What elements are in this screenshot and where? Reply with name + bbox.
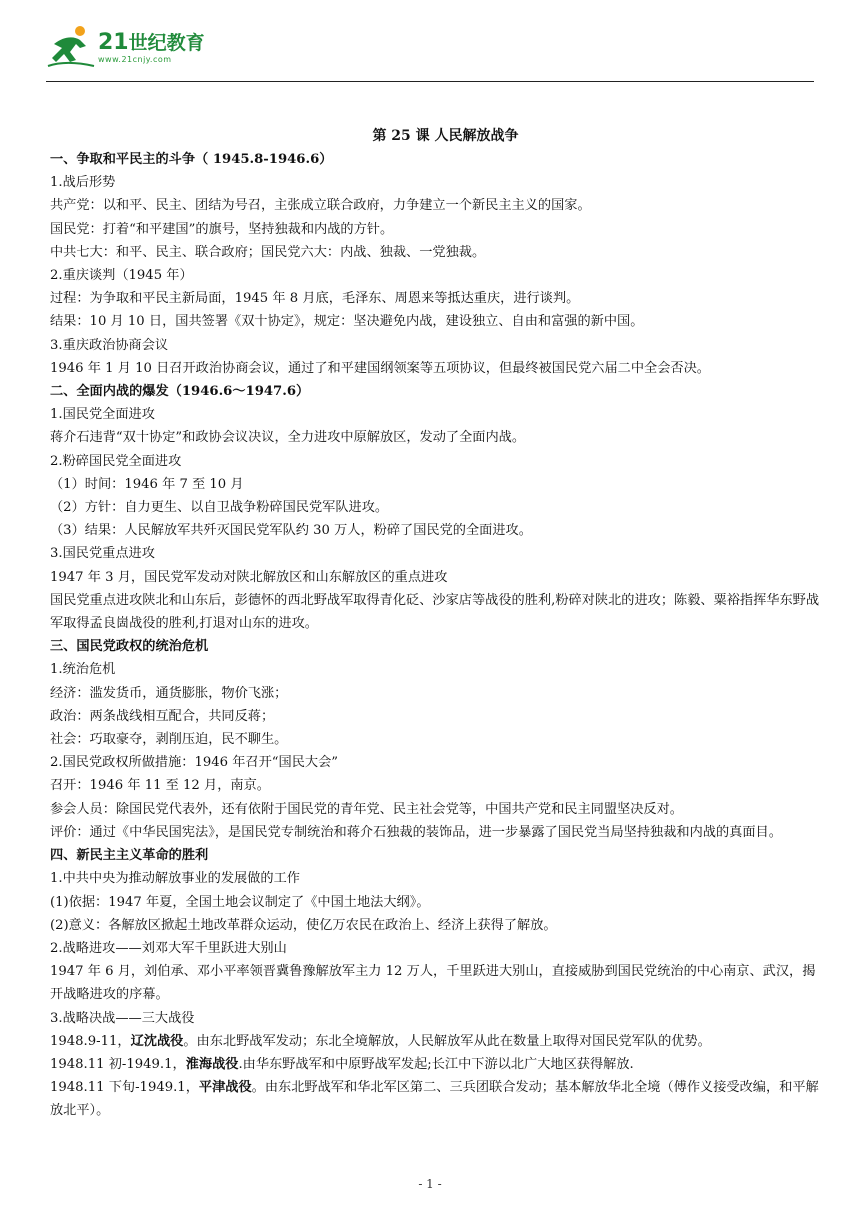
section-heading: 三、国民党政权的统治危机: [50, 639, 209, 655]
text-line: 社会：巧取豪夺，剥削压迫，民不聊生。: [50, 732, 288, 748]
text-line: 中共七大：和平、民主、联合政府；国民党六大：内战、独裁、一党独裁。: [50, 244, 486, 260]
text-line: 2.战略进攻——刘邓大军千里跃进大别山: [50, 940, 287, 956]
text-line: 1.战后形势: [50, 175, 116, 191]
document-body: [50, 125, 825, 1123]
text-line: 2.粉碎国民党全面进攻: [50, 453, 182, 469]
battle-text: 1948.9-11，: [50, 1033, 131, 1049]
text-line: 共产党：以和平、民主、团结为号召，主张成立联合政府，力争建立一个新民主主义的国家。: [50, 198, 591, 214]
battle-name: 平津战役: [198, 1080, 252, 1096]
text-line: 3.国民党重点进攻: [50, 546, 155, 562]
text-line: 经济：滥发货币，通货膨胀，物价飞涨；: [50, 685, 288, 701]
section-heading: 二、全面内战的爆发（1946.6～1947.6）: [50, 384, 310, 400]
logo: [46, 22, 246, 70]
battle-line: [50, 1076, 825, 1122]
logo-text: 21世纪教育: [98, 30, 205, 55]
battle-line: [50, 1030, 825, 1053]
battle-line: [50, 1053, 825, 1076]
battle-name: 淮海战役: [185, 1056, 239, 1072]
text-line: 1946 年 1 月 10 日召开政治协商会议，通过了和平建国纲领案等五项协议，但最终被国民党六届二中全会否决。: [50, 360, 710, 376]
text-line: （3）结果：人民解放军共歼灭国民党军队约 30 万人，粉碎了国民党的全面进攻。: [50, 523, 532, 539]
text-line: 参会人员：除国民党代表外，还有依附于国民党的青年党、民主社会党等，中国共产党和民主同盟坚决反对。: [50, 801, 683, 817]
battle-name: 辽沈战役: [130, 1033, 184, 1049]
page-number: - 1 -: [418, 1177, 442, 1191]
text-line: 1.国民党全面进攻: [50, 407, 155, 423]
text-line: 政治：两条战线相互配合，共同反蒋；: [50, 708, 275, 724]
text-line: 1.中共中央为推动解放事业的发展做的工作: [50, 871, 300, 887]
text-line: 国民党重点进攻陕北和山东后，彭德怀的西北野战军取得青化砭、沙家店等战役的胜利,粉碎对陕北的进攻；陈毅、粟裕指挥华东野战军取得孟良崮战役的胜利,打退对山东的进攻。: [50, 592, 820, 632]
text-line: 1947 年 6 月，刘伯承、邓小平率领晋冀鲁豫解放军主力 12 万人，千里跃进大别山，直接威胁到国民党统治的中心南京、武汉，揭开战略进攻的序幕。: [50, 964, 816, 1003]
text-line: 评价：通过《中华民国宪法》，是国民党专制统治和蒋介石独裁的装饰品，进一步暴露了国民党当局坚持独裁和内战的真面目。: [50, 824, 782, 840]
text-line: 2.重庆谈判（1945 年）: [50, 268, 193, 284]
battle-list: [50, 1030, 825, 1123]
battle-text: .由华东野战军和中原野战军发起;长江中下游以北广大地区获得解放.: [238, 1056, 634, 1072]
text-line: 过程：为争取和平民主新局面，1945 年 8 月底，毛泽东、周恩来等抵达重庆，进行谈判。: [50, 291, 580, 307]
text-line: (1)依据：1947 年夏，全国土地会议制定了《中国土地法大纲》。: [50, 894, 430, 910]
text-line: 蒋介石违背“双十协定”和政协会议决议，全力进攻中原解放区，发动了全面内战。: [50, 430, 526, 446]
text-line: 3.战略决战——三大战役: [50, 1010, 195, 1026]
battle-text: 。由东北野战军和华北军区第二、三兵团联合发动；基本解放华北全境（傅作义接受改编，和平解放北平）。: [50, 1080, 819, 1119]
runner-logo-icon: [46, 22, 98, 70]
text-line: (2)意义：各解放区掀起土地改革群众运动，使亿万农民在政治上、经济上获得了解放。: [50, 917, 557, 933]
text-line: 结果：10 月 10 日，国共签署《双十协定》，规定：坚决避免内战，建设独立、自由和富强的新中国。: [50, 314, 644, 330]
battle-text: 1948.11 初-1949.1，: [50, 1056, 186, 1072]
header-rule: [46, 81, 814, 82]
text-line: 1.统治危机: [50, 662, 116, 678]
battle-text: 。由东北野战军发动；东北全境解放，人民解放军从此在数量上取得对国民党军队的优势。: [183, 1033, 711, 1049]
battle-text: 1948.11 下旬-1949.1，: [50, 1080, 199, 1096]
text-line: （1）时间：1946 年 7 至 10 月: [50, 476, 244, 492]
text-line: 3.重庆政治协商会议: [50, 337, 169, 353]
text-line: 国民党：打着“和平建国”的旗号，坚持独裁和内战的方针。: [50, 221, 394, 237]
text-line: （2）方针：自力更生、以自卫战争粉碎国民党军队进攻。: [50, 500, 389, 516]
page-title: 第 25 课 人民解放战争: [372, 128, 519, 144]
logo-url: www.21cnjy.com: [98, 55, 172, 64]
section-heading: 一、争取和平民主的斗争（ 1945.8-1946.6）: [50, 152, 333, 167]
text-line: 召开：1946 年 11 至 12 月，南京。: [50, 778, 270, 794]
page-header: [46, 22, 814, 82]
section-heading: 四、新民主主义革命的胜利: [50, 848, 209, 864]
text-lines: [50, 148, 825, 1030]
text-line: 2.国民党政权所做措施：1946 年召开“国民大会”: [50, 755, 339, 771]
text-line: 1947 年 3 月，国民党军发动对陕北解放区和山东解放区的重点进攻: [50, 569, 448, 585]
